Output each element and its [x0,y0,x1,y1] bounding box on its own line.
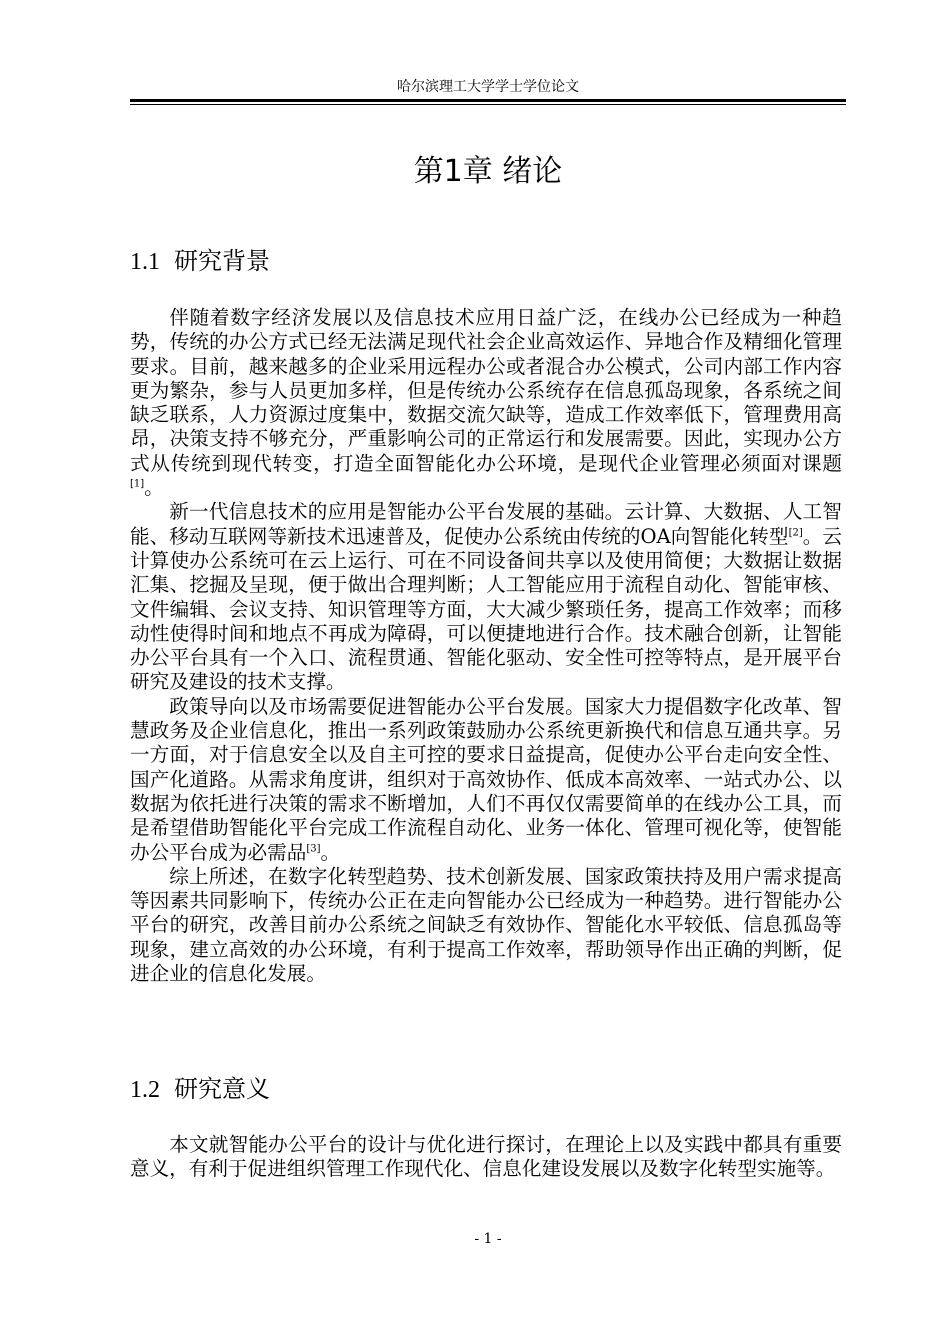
chapter-title: 第1章 绪论 [413,154,563,189]
paragraph [130,1133,842,1182]
page-number: - 1 - [474,1231,502,1247]
citation: [3] [306,843,321,854]
section-title-text: 研究意义 [174,1075,270,1103]
paragraph-text: 综上所述，在数字化转型趋势、技术创新发展、国家政策扶持及用户需求提高等因素共同影响下，传统办公正在走向智能办公已经成为一种趋势。进行智能办公平台的研究，改善目前办公系统之间缺乏有效协作、智能化水平较低、信息孤岛等现象，建立高效的办公环境，有利于提高工作效率，帮助领导作出正确的判断，促进企业的信息化发展。 [130,864,842,986]
section-1-1-body [130,306,842,986]
citation: [2] [788,527,803,539]
paragraph-text: 本文就智能办公平台的设计与优化进行探讨，在理论上以及实践中都具有重要意义，有利于促进组织管理工作现代化、信息化建设发展以及数字化转型实施等。 [130,1133,842,1181]
section-heading-1-1 [130,244,846,279]
citation: [1] [130,478,145,490]
paragraph-tail: 。云计算使办公系统可在云上运行、可在不同设备间共享以及使用简便；大数据让数据汇集、挖掘及呈现，便于做出合理判断；人工智能应用于流程自动化、智能审核、文件编辑、会议支持、知识管理等方面，大大减少繁琐任务，提高工作效率；而移动性使得时间和地点不再成为障碍，可以便捷地进行合作。技术融合创新，让智能办公平台具有一个入口、流程贯通、智能化驱动、安全性可控等特点，是开展平台研究及建设的技术支撑。 [130,524,843,694]
paragraph [130,306,842,500]
section-1-2-body [130,1133,842,1182]
section-title-text: 研究背景 [174,247,270,275]
paragraph-text: 政策导向以及市场需要促进智能办公平台发展。国家大力提倡数字化改革、智慧政务及企业信息化，推出一系列政策鼓励办公系统更新换代和信息互通共享。另一方面，对于信息安全以及自主可控的要求日益提高，促使办公平台走向安全性、国产化道路。从需求角度讲，组织对于高效协作、低成本高效率、一站式办公、以数据为依托进行决策的需求不断增加，人们不再仅仅需要简单的在线办公工具，而是希望借助智能化平台完成工作流程自动化、业务一体化、管理可视化等，使智能办公平台成为必需品 [130,694,842,864]
section-number: 1.2 [130,1077,160,1103]
section-number: 1.1 [130,249,160,275]
paragraph [130,865,842,986]
header-rule-thick [130,99,846,102]
running-header: 哈尔滨理工大学学士学位论文 [397,79,579,95]
paragraph [130,695,842,865]
paragraph-tail: 。 [320,840,341,864]
header-rule-thin [130,104,846,105]
paragraph-text: 新一代信息技术的应用是智能办公平台发展的基础。云计算、大数据、人工智能、移动互联网等新技术迅速普及，促使办公系统由传统的OA向智能化转型 [130,500,842,548]
section-heading-1-2 [130,1072,846,1107]
paragraph-text: 伴随着数字经济发展以及信息技术应用日益广泛，在线办公已经成为一种趋势，传统的办公方式已经无法满足现代社会企业高效运作、异地合作及精细化管理要求。目前，越来越多的企业采用远程办公或者混合办公模式，公司内部工作内容更为繁杂，参与人员更加多样，但是传统办公系统存在信息孤岛现象，各系统之间缺乏联系，人力资源过度集中，数据交流欠缺等，造成工作效率低下，管理费用高昂，决策支持不够充分，严重影响公司的正常运行和发展需要。因此，实现办公方式从传统到现代转变，打造全面智能化办公环境，是现代企业管理必须面对课题 [130,306,842,475]
paragraph-tail: 。 [144,476,164,500]
paragraph [130,500,842,694]
